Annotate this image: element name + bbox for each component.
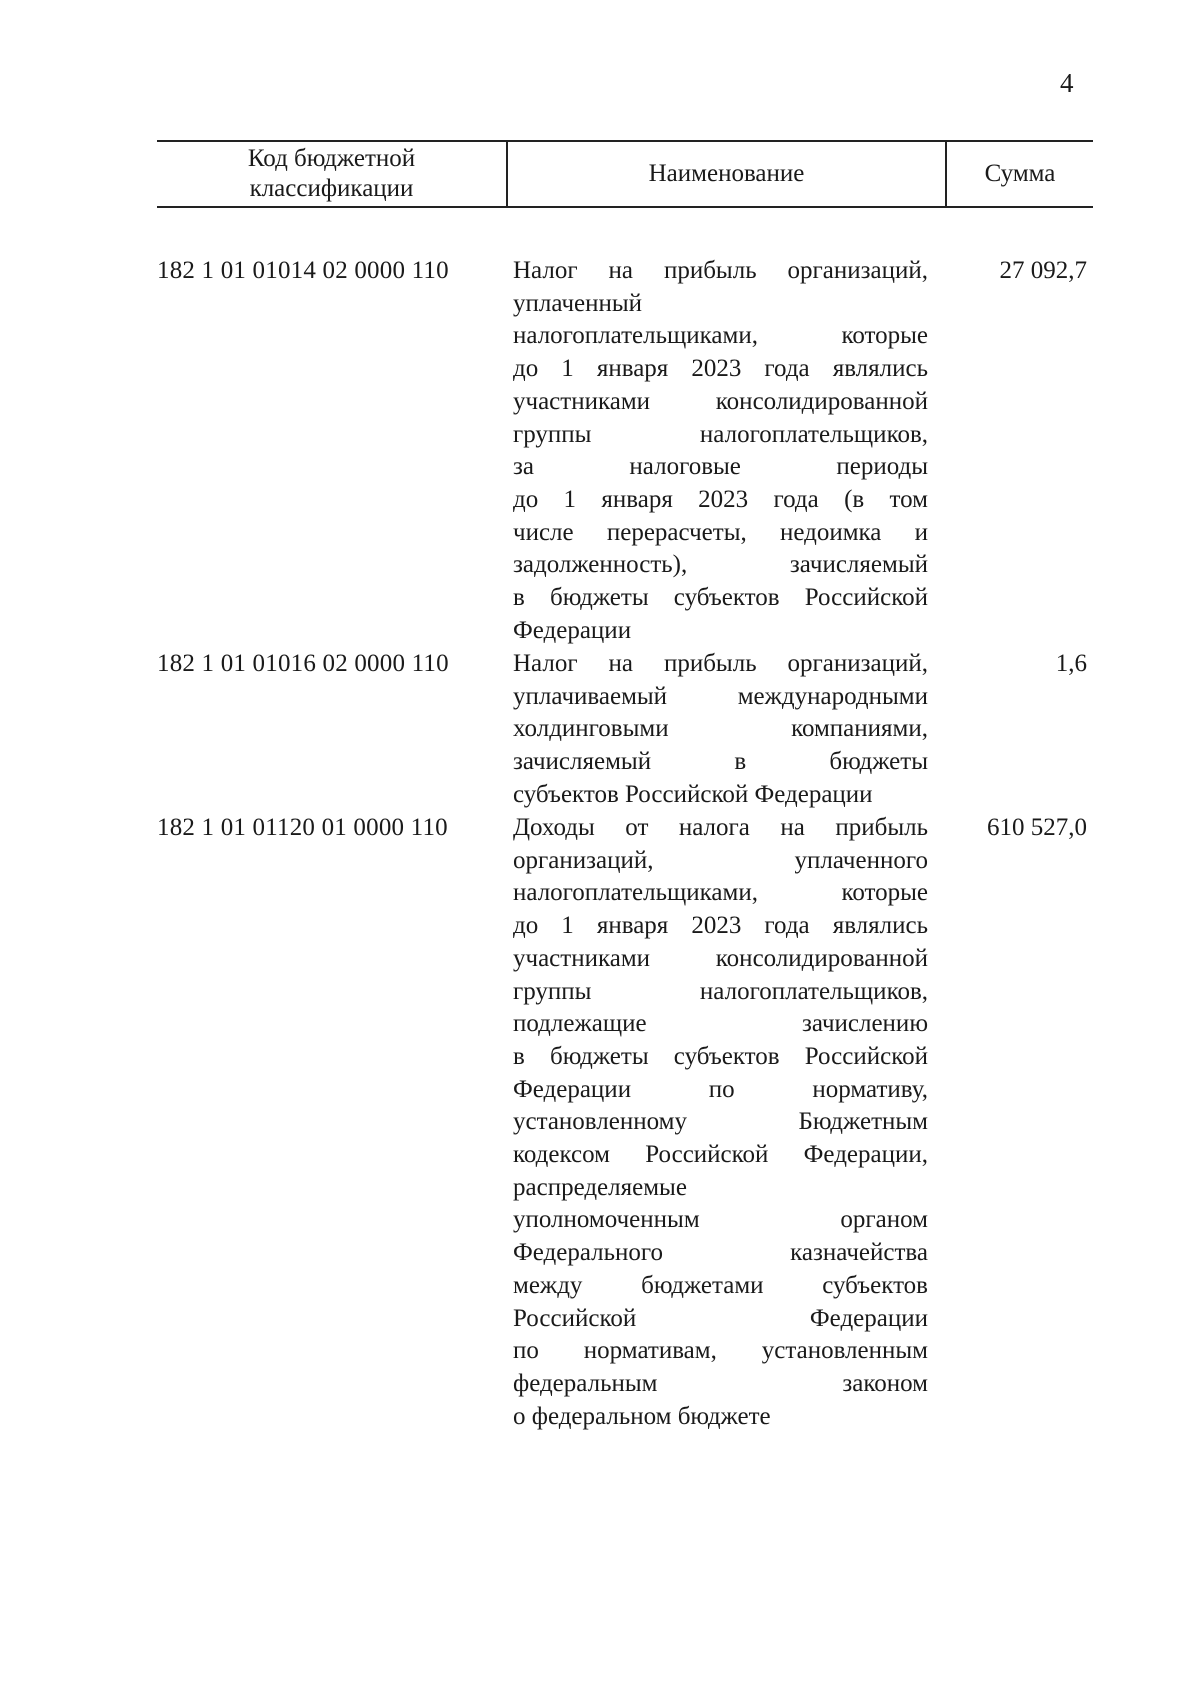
name-line: подлежащие зачислению [513,1010,928,1038]
name-line: задолженность), зачисляемый [513,551,928,579]
name-line: Налог на прибыль организаций, [513,257,928,284]
name-line: в бюджеты субъектов Российской [513,1042,928,1070]
page-number: 4 [1060,68,1074,98]
row-name [513,255,928,647]
name-line: установленному Бюджетным [513,1108,928,1136]
row-name [513,812,928,1433]
name-line: участниками консолидированной [513,387,928,415]
name-line: уполномоченным органом [513,1206,928,1234]
name-line: зачисляемый в бюджеты [513,748,928,776]
name-line: налогоплательщиками, которые [513,322,928,350]
row-amount: 610 527,0 [987,814,1087,841]
name-line: Федерации по нормативу, [513,1075,928,1103]
header-code-cell [157,140,506,208]
header-name-cell [508,140,945,208]
name-line: федеральным законом [513,1369,928,1397]
name-line: Федерации [513,616,632,644]
name-line: организаций, уплаченного [513,846,928,874]
name-line: до 1 января 2023 года (в том [513,485,928,513]
name-line: между бюджетами субъектов [513,1271,928,1299]
name-line: до 1 января 2023 года являлись [513,355,928,383]
name-line: холдинговыми компаниями, [513,715,928,743]
name-line: распределяемые [513,1173,687,1201]
header-code-line1: Код бюджетной [247,145,416,172]
header-amount-cell [947,140,1093,208]
name-line: группы налогоплательщиков, [513,977,928,1005]
name-line: субъектов Российской Федерации [513,780,873,808]
row-amount: 1,6 [1055,650,1087,677]
budget-code: 182 1 01 01120 01 0000 110 [157,814,448,841]
name-line: уплачиваемый международными [513,682,928,710]
header-bottom-rule [157,206,1093,208]
name-line: в бюджеты субъектов Российской [513,584,928,612]
row-amount: 27 092,7 [999,257,1087,284]
name-line: о федеральном бюджете [513,1402,771,1430]
budget-code: 182 1 01 01016 02 0000 110 [157,650,449,677]
name-line: группы налогоплательщиков, [513,420,928,448]
name-line: до 1 января 2023 года являлись [513,912,928,940]
name-line: за налоговые периоды [513,453,928,481]
header-amount: Сумма [984,160,1056,187]
name-line: Доходы от налога на прибыль [513,814,928,841]
name-line: налогоплательщиками, которые [513,879,928,907]
name-line: Федерального казначейства [513,1239,928,1267]
header-name: Наименование [648,160,805,187]
name-line: участниками консолидированной [513,944,928,972]
name-line: Российской Федерации [513,1304,928,1332]
name-line: уплаченный [513,289,643,317]
row-name [513,648,928,812]
name-line: кодексом Российской Федерации, [513,1141,928,1169]
table-header [157,140,1093,208]
name-line: Налог на прибыль организаций, [513,650,928,677]
header-code-line2: классификации [249,175,414,202]
name-line: по нормативам, установленным [513,1337,928,1365]
name-line: числе перерасчеты, недоимка и [513,518,928,546]
budget-code: 182 1 01 01014 02 0000 110 [157,257,449,284]
